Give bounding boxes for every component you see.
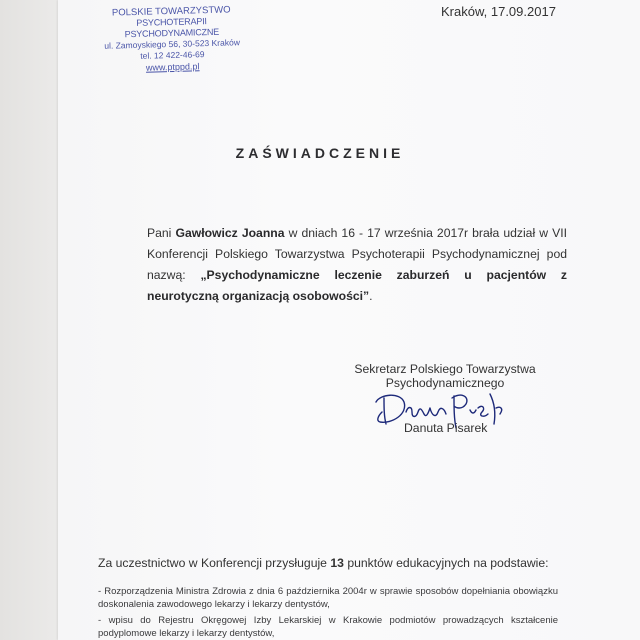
signatory-role <box>340 362 550 390</box>
document-title: ZAŚWIADCZENIE <box>235 145 405 161</box>
document-date: Kraków, 17.09.2017 <box>441 4 556 19</box>
certificate-body <box>147 223 567 307</box>
participant-name: Gawłowicz Joanna <box>175 226 285 240</box>
basis-item-1: - Rozporządzenia Ministra Zdrowia z dnia 6 października 2004r w sprawie sposobów dopełniania obowiązku doskonalenia zawodowego lekarzy i lekarzy dentystów, <box>98 586 558 610</box>
stamp-line-5: www.ptppd.pl <box>145 61 200 73</box>
signatory-name: Danuta Pisarek <box>404 421 488 435</box>
points-prefix: Za uczestnictwo w Konferencji przysługuje <box>98 556 327 570</box>
organization-stamp <box>101 4 243 75</box>
body-text-2: w dniach 16 - 17 września 2017r brała udział w VII Konferencji Polskiego Towarzystwa Psychoterapii Psychodynamicznej pod nazwą: <box>147 226 567 282</box>
stamp-line-1: POLSKIE TOWARZYSTWO <box>111 4 231 19</box>
education-points-line <box>98 556 549 570</box>
stamp-line-4: tel. 12 422-46-69 <box>140 49 205 61</box>
points-count: 13 <box>330 556 344 570</box>
body-text-1: Pani <box>147 226 172 240</box>
signatory-role-line-1: Sekretarz Polskiego Towarzystwa <box>354 362 536 376</box>
body-text-3: . <box>369 289 373 303</box>
conference-title: „Psychodynamiczne leczenie zaburzeń u pacjentów z neurotyczną organizacją osobowości” <box>147 268 568 303</box>
stamp-line-2: PSYCHOTERAPII PSYCHODYNAMICZNE <box>124 16 220 40</box>
stamp-line-3: ul. Zamoyskiego 56, 30-523 Kraków <box>104 37 241 51</box>
points-suffix: punktów edukacyjnych na podstawie: <box>347 556 549 570</box>
signatory-role-line-2: Psychodynamicznego <box>385 376 505 390</box>
background-left-edge <box>0 0 58 640</box>
certificate-sheet <box>58 0 640 640</box>
basis-item-2: - wpisu do Rejestru Okręgowej Izby Lekarskiej w Krakowie podmiotów prowadzących kształcenie podyplomowe lekarzy i lekarzy dentystów, <box>98 615 558 639</box>
